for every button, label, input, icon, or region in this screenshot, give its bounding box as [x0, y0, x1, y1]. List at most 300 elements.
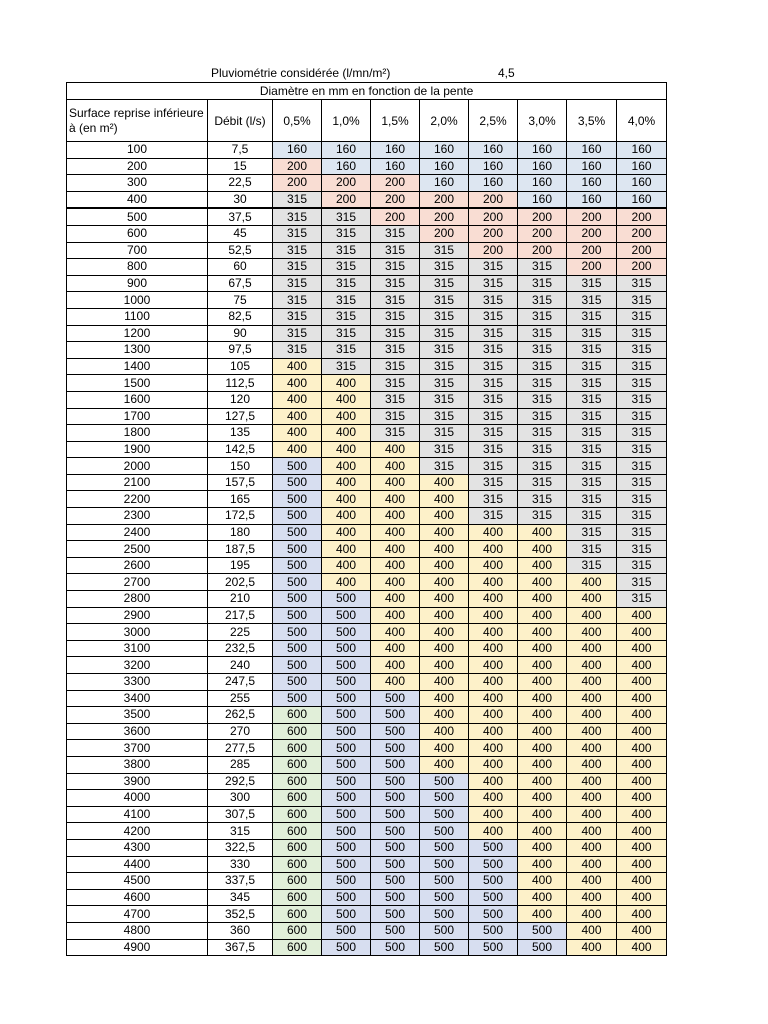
- diameter-cell[interactable]: 160: [518, 158, 567, 175]
- diameter-cell[interactable]: 400: [518, 740, 567, 757]
- diameter-cell[interactable]: 400: [420, 707, 469, 724]
- surface-cell[interactable]: 4600: [67, 889, 208, 906]
- diameter-cell[interactable]: 400: [617, 856, 667, 873]
- debit-cell[interactable]: 247,5: [208, 674, 273, 691]
- diameter-cell[interactable]: 315: [322, 259, 371, 276]
- surface-cell[interactable]: 3900: [67, 773, 208, 790]
- diameter-cell[interactable]: 500: [371, 690, 420, 707]
- debit-cell[interactable]: 135: [208, 425, 273, 442]
- debit-cell[interactable]: 157,5: [208, 474, 273, 491]
- diameter-cell[interactable]: 600: [273, 906, 322, 923]
- diameter-cell[interactable]: 400: [469, 674, 518, 691]
- diameter-cell[interactable]: 315: [518, 259, 567, 276]
- diameter-cell[interactable]: 500: [273, 557, 322, 574]
- diameter-cell[interactable]: 500: [322, 873, 371, 890]
- diameter-cell[interactable]: 400: [617, 607, 667, 624]
- diameter-cell[interactable]: 315: [469, 375, 518, 392]
- diameter-cell[interactable]: 400: [518, 541, 567, 558]
- diameter-cell[interactable]: 500: [273, 657, 322, 674]
- diameter-cell[interactable]: 400: [518, 690, 567, 707]
- diameter-cell[interactable]: 200: [518, 225, 567, 242]
- diameter-cell[interactable]: 200: [273, 175, 322, 192]
- diameter-cell[interactable]: 315: [469, 508, 518, 525]
- diameter-cell[interactable]: 315: [420, 275, 469, 292]
- diameter-cell[interactable]: 315: [420, 292, 469, 309]
- diameter-cell[interactable]: 500: [469, 856, 518, 873]
- diameter-cell[interactable]: 200: [518, 242, 567, 259]
- diameter-cell[interactable]: 400: [518, 574, 567, 591]
- diameter-cell[interactable]: 160: [469, 158, 518, 175]
- diameter-cell[interactable]: 160: [567, 191, 617, 208]
- diameter-cell[interactable]: 400: [617, 806, 667, 823]
- diameter-cell[interactable]: 400: [567, 906, 617, 923]
- surface-cell[interactable]: 2400: [67, 524, 208, 541]
- diameter-cell[interactable]: 400: [420, 640, 469, 657]
- diameter-cell[interactable]: 400: [567, 873, 617, 890]
- diameter-cell[interactable]: 160: [518, 142, 567, 159]
- diameter-cell[interactable]: 400: [617, 640, 667, 657]
- diameter-cell[interactable]: 500: [420, 939, 469, 956]
- diameter-cell[interactable]: 400: [567, 607, 617, 624]
- diameter-cell[interactable]: 500: [273, 624, 322, 641]
- diameter-cell[interactable]: 500: [322, 674, 371, 691]
- diameter-cell[interactable]: 315: [469, 292, 518, 309]
- diameter-cell[interactable]: 500: [469, 889, 518, 906]
- surface-cell[interactable]: 3200: [67, 657, 208, 674]
- surface-cell[interactable]: 2200: [67, 491, 208, 508]
- diameter-cell[interactable]: 400: [617, 624, 667, 641]
- surface-cell[interactable]: 3300: [67, 674, 208, 691]
- diameter-cell[interactable]: 400: [371, 491, 420, 508]
- diameter-cell[interactable]: 315: [371, 391, 420, 408]
- diameter-cell[interactable]: 500: [469, 839, 518, 856]
- surface-cell[interactable]: 1000: [67, 292, 208, 309]
- debit-cell[interactable]: 255: [208, 690, 273, 707]
- diameter-cell[interactable]: 160: [420, 175, 469, 192]
- diameter-cell[interactable]: 315: [322, 292, 371, 309]
- surface-cell[interactable]: 700: [67, 242, 208, 259]
- diameter-cell[interactable]: 400: [617, 906, 667, 923]
- diameter-cell[interactable]: 500: [518, 939, 567, 956]
- diameter-cell[interactable]: 500: [273, 541, 322, 558]
- debit-cell[interactable]: 22,5: [208, 175, 273, 192]
- diameter-cell[interactable]: 315: [273, 292, 322, 309]
- diameter-cell[interactable]: 400: [420, 674, 469, 691]
- surface-cell[interactable]: 1100: [67, 308, 208, 325]
- debit-cell[interactable]: 270: [208, 723, 273, 740]
- diameter-cell[interactable]: 400: [371, 441, 420, 458]
- surface-cell[interactable]: 2100: [67, 474, 208, 491]
- diameter-cell[interactable]: 500: [371, 839, 420, 856]
- diameter-cell[interactable]: 315: [420, 375, 469, 392]
- surface-cell[interactable]: 3000: [67, 624, 208, 641]
- diameter-cell[interactable]: 315: [567, 375, 617, 392]
- diameter-cell[interactable]: 500: [273, 607, 322, 624]
- diameter-cell[interactable]: 160: [420, 142, 469, 159]
- surface-cell[interactable]: 3100: [67, 640, 208, 657]
- diameter-cell[interactable]: 400: [420, 657, 469, 674]
- diameter-cell[interactable]: 400: [518, 591, 567, 608]
- diameter-cell[interactable]: 315: [617, 308, 667, 325]
- debit-cell[interactable]: 262,5: [208, 707, 273, 724]
- diameter-cell[interactable]: 315: [617, 491, 667, 508]
- diameter-cell[interactable]: 400: [322, 408, 371, 425]
- diameter-cell[interactable]: 600: [273, 856, 322, 873]
- diameter-cell[interactable]: 500: [420, 790, 469, 807]
- diameter-cell[interactable]: 500: [322, 740, 371, 757]
- diameter-cell[interactable]: 400: [567, 823, 617, 840]
- diameter-cell[interactable]: 315: [371, 425, 420, 442]
- diameter-cell[interactable]: 500: [371, 823, 420, 840]
- surface-cell[interactable]: 500: [67, 208, 208, 225]
- diameter-cell[interactable]: 400: [322, 508, 371, 525]
- diameter-cell[interactable]: 500: [322, 922, 371, 939]
- surface-cell[interactable]: 4400: [67, 856, 208, 873]
- diameter-cell[interactable]: 160: [617, 158, 667, 175]
- diameter-cell[interactable]: 500: [322, 723, 371, 740]
- diameter-cell[interactable]: 315: [617, 408, 667, 425]
- diameter-cell[interactable]: 200: [617, 208, 667, 225]
- surface-cell[interactable]: 3400: [67, 690, 208, 707]
- diameter-cell[interactable]: 315: [617, 425, 667, 442]
- diameter-cell[interactable]: 500: [420, 806, 469, 823]
- diameter-cell[interactable]: 315: [617, 441, 667, 458]
- diameter-cell[interactable]: 600: [273, 823, 322, 840]
- diameter-cell[interactable]: 315: [567, 458, 617, 475]
- surface-cell[interactable]: 1300: [67, 342, 208, 359]
- diameter-cell[interactable]: 400: [617, 723, 667, 740]
- diameter-cell[interactable]: 400: [371, 524, 420, 541]
- diameter-cell[interactable]: 400: [567, 723, 617, 740]
- debit-cell[interactable]: 67,5: [208, 275, 273, 292]
- surface-cell[interactable]: 1200: [67, 325, 208, 342]
- diameter-cell[interactable]: 315: [617, 458, 667, 475]
- diameter-cell[interactable]: 400: [420, 508, 469, 525]
- debit-cell[interactable]: 337,5: [208, 873, 273, 890]
- diameter-cell[interactable]: 400: [371, 624, 420, 641]
- diameter-cell[interactable]: 315: [469, 275, 518, 292]
- debit-cell[interactable]: 142,5: [208, 441, 273, 458]
- diameter-cell[interactable]: 315: [617, 557, 667, 574]
- diameter-cell[interactable]: 315: [567, 358, 617, 375]
- diameter-cell[interactable]: 400: [518, 756, 567, 773]
- diameter-cell[interactable]: 400: [469, 707, 518, 724]
- diameter-cell[interactable]: 315: [322, 275, 371, 292]
- diameter-cell[interactable]: 500: [371, 790, 420, 807]
- diameter-cell[interactable]: 500: [420, 856, 469, 873]
- diameter-cell[interactable]: 200: [617, 259, 667, 276]
- diameter-cell[interactable]: 500: [322, 839, 371, 856]
- debit-cell[interactable]: 352,5: [208, 906, 273, 923]
- diameter-cell[interactable]: 600: [273, 707, 322, 724]
- diameter-cell[interactable]: 160: [371, 158, 420, 175]
- surface-cell[interactable]: 1600: [67, 391, 208, 408]
- diameter-cell[interactable]: 400: [469, 740, 518, 757]
- diameter-cell[interactable]: 315: [273, 325, 322, 342]
- diameter-cell[interactable]: 400: [518, 873, 567, 890]
- diameter-cell[interactable]: 400: [518, 856, 567, 873]
- diameter-cell[interactable]: 160: [617, 142, 667, 159]
- diameter-cell[interactable]: 400: [420, 524, 469, 541]
- diameter-cell[interactable]: 315: [322, 325, 371, 342]
- diameter-cell[interactable]: 400: [617, 690, 667, 707]
- diameter-cell[interactable]: 400: [322, 524, 371, 541]
- debit-cell[interactable]: 120: [208, 391, 273, 408]
- diameter-cell[interactable]: 400: [273, 358, 322, 375]
- diameter-cell[interactable]: 400: [420, 690, 469, 707]
- diameter-cell[interactable]: 315: [518, 508, 567, 525]
- surface-cell[interactable]: 2800: [67, 591, 208, 608]
- debit-cell[interactable]: 367,5: [208, 939, 273, 956]
- diameter-cell[interactable]: 400: [518, 524, 567, 541]
- surface-cell[interactable]: 3800: [67, 756, 208, 773]
- debit-cell[interactable]: 180: [208, 524, 273, 541]
- diameter-cell[interactable]: 500: [469, 922, 518, 939]
- diameter-cell[interactable]: 315: [469, 458, 518, 475]
- diameter-cell[interactable]: 400: [371, 657, 420, 674]
- diameter-cell[interactable]: 400: [371, 508, 420, 525]
- debit-cell[interactable]: 210: [208, 591, 273, 608]
- diameter-cell[interactable]: 200: [469, 225, 518, 242]
- diameter-cell[interactable]: 315: [518, 474, 567, 491]
- diameter-cell[interactable]: 500: [371, 740, 420, 757]
- debit-cell[interactable]: 15: [208, 158, 273, 175]
- diameter-cell[interactable]: 315: [617, 275, 667, 292]
- diameter-cell[interactable]: 500: [518, 922, 567, 939]
- diameter-cell[interactable]: 400: [469, 690, 518, 707]
- diameter-cell[interactable]: 160: [567, 158, 617, 175]
- diameter-cell[interactable]: 400: [469, 640, 518, 657]
- diameter-cell[interactable]: 400: [567, 657, 617, 674]
- diameter-cell[interactable]: 600: [273, 790, 322, 807]
- diameter-cell[interactable]: 200: [322, 175, 371, 192]
- diameter-cell[interactable]: 400: [567, 922, 617, 939]
- diameter-cell[interactable]: 400: [617, 939, 667, 956]
- diameter-cell[interactable]: 400: [322, 441, 371, 458]
- diameter-cell[interactable]: 315: [567, 391, 617, 408]
- diameter-cell[interactable]: 500: [420, 922, 469, 939]
- diameter-cell[interactable]: 200: [469, 242, 518, 259]
- diameter-cell[interactable]: 315: [420, 308, 469, 325]
- surface-cell[interactable]: 2700: [67, 574, 208, 591]
- diameter-cell[interactable]: 200: [420, 208, 469, 225]
- diameter-cell[interactable]: 400: [518, 657, 567, 674]
- diameter-cell[interactable]: 315: [617, 474, 667, 491]
- debit-cell[interactable]: 52,5: [208, 242, 273, 259]
- diameter-cell[interactable]: 315: [567, 524, 617, 541]
- diameter-cell[interactable]: 400: [273, 408, 322, 425]
- diameter-cell[interactable]: 315: [518, 491, 567, 508]
- diameter-cell[interactable]: 500: [322, 790, 371, 807]
- diameter-cell[interactable]: 315: [518, 308, 567, 325]
- debit-cell[interactable]: 307,5: [208, 806, 273, 823]
- surface-cell[interactable]: 300: [67, 175, 208, 192]
- diameter-cell[interactable]: 200: [567, 242, 617, 259]
- diameter-cell[interactable]: 315: [518, 408, 567, 425]
- diameter-cell[interactable]: 400: [518, 823, 567, 840]
- diameter-cell[interactable]: 315: [420, 242, 469, 259]
- diameter-cell[interactable]: 400: [469, 557, 518, 574]
- diameter-cell[interactable]: 400: [617, 889, 667, 906]
- debit-cell[interactable]: 277,5: [208, 740, 273, 757]
- diameter-cell[interactable]: 500: [469, 939, 518, 956]
- diameter-cell[interactable]: 500: [469, 906, 518, 923]
- surface-cell[interactable]: 4800: [67, 922, 208, 939]
- diameter-cell[interactable]: 315: [273, 242, 322, 259]
- diameter-cell[interactable]: 500: [420, 889, 469, 906]
- debit-cell[interactable]: 112,5: [208, 375, 273, 392]
- diameter-cell[interactable]: 500: [371, 922, 420, 939]
- diameter-cell[interactable]: 500: [420, 823, 469, 840]
- diameter-cell[interactable]: 315: [371, 259, 420, 276]
- diameter-cell[interactable]: 200: [371, 175, 420, 192]
- diameter-cell[interactable]: 500: [322, 707, 371, 724]
- diameter-cell[interactable]: 400: [371, 458, 420, 475]
- diameter-cell[interactable]: 160: [518, 191, 567, 208]
- diameter-cell[interactable]: 315: [469, 425, 518, 442]
- debit-cell[interactable]: 75: [208, 292, 273, 309]
- diameter-cell[interactable]: 600: [273, 723, 322, 740]
- surface-cell[interactable]: 2000: [67, 458, 208, 475]
- diameter-cell[interactable]: 315: [567, 474, 617, 491]
- diameter-cell[interactable]: 500: [371, 906, 420, 923]
- diameter-cell[interactable]: 315: [322, 308, 371, 325]
- diameter-cell[interactable]: 315: [420, 425, 469, 442]
- diameter-cell[interactable]: 600: [273, 740, 322, 757]
- diameter-cell[interactable]: 315: [617, 342, 667, 359]
- diameter-cell[interactable]: 400: [567, 806, 617, 823]
- surface-cell[interactable]: 2300: [67, 508, 208, 525]
- diameter-cell[interactable]: 400: [371, 640, 420, 657]
- diameter-cell[interactable]: 600: [273, 756, 322, 773]
- surface-cell[interactable]: 100: [67, 142, 208, 159]
- diameter-cell[interactable]: 160: [322, 142, 371, 159]
- diameter-cell[interactable]: 400: [518, 640, 567, 657]
- diameter-cell[interactable]: 315: [567, 325, 617, 342]
- diameter-cell[interactable]: 315: [567, 292, 617, 309]
- diameter-cell[interactable]: 400: [371, 541, 420, 558]
- diameter-cell[interactable]: 315: [617, 325, 667, 342]
- diameter-cell[interactable]: 160: [518, 175, 567, 192]
- diameter-cell[interactable]: 400: [617, 839, 667, 856]
- diameter-cell[interactable]: 500: [322, 690, 371, 707]
- surface-cell[interactable]: 1700: [67, 408, 208, 425]
- diameter-cell[interactable]: 400: [420, 624, 469, 641]
- diameter-cell[interactable]: 200: [420, 191, 469, 208]
- diameter-cell[interactable]: 400: [567, 624, 617, 641]
- debit-cell[interactable]: 90: [208, 325, 273, 342]
- diameter-cell[interactable]: 500: [273, 524, 322, 541]
- diameter-cell[interactable]: 500: [322, 624, 371, 641]
- diameter-cell[interactable]: 200: [322, 191, 371, 208]
- diameter-cell[interactable]: 315: [567, 308, 617, 325]
- diameter-cell[interactable]: 400: [322, 425, 371, 442]
- diameter-cell[interactable]: 500: [273, 690, 322, 707]
- diameter-cell[interactable]: 400: [469, 823, 518, 840]
- diameter-cell[interactable]: 315: [617, 292, 667, 309]
- surface-cell[interactable]: 2600: [67, 557, 208, 574]
- diameter-cell[interactable]: 315: [567, 342, 617, 359]
- diameter-cell[interactable]: 315: [273, 225, 322, 242]
- diameter-cell[interactable]: 400: [420, 474, 469, 491]
- diameter-cell[interactable]: 400: [469, 806, 518, 823]
- diameter-cell[interactable]: 315: [322, 358, 371, 375]
- diameter-cell[interactable]: 400: [322, 375, 371, 392]
- diameter-cell[interactable]: 400: [567, 939, 617, 956]
- diameter-cell[interactable]: 315: [420, 358, 469, 375]
- debit-cell[interactable]: 60: [208, 259, 273, 276]
- diameter-cell[interactable]: 315: [371, 275, 420, 292]
- debit-cell[interactable]: 195: [208, 557, 273, 574]
- diameter-cell[interactable]: 315: [469, 358, 518, 375]
- diameter-cell[interactable]: 200: [617, 242, 667, 259]
- diameter-cell[interactable]: 315: [322, 208, 371, 225]
- diameter-cell[interactable]: 400: [567, 574, 617, 591]
- diameter-cell[interactable]: 400: [469, 541, 518, 558]
- diameter-cell[interactable]: 400: [567, 707, 617, 724]
- diameter-cell[interactable]: 400: [617, 674, 667, 691]
- diameter-cell[interactable]: 500: [322, 939, 371, 956]
- diameter-cell[interactable]: 200: [469, 208, 518, 225]
- diameter-cell[interactable]: 315: [469, 474, 518, 491]
- diameter-cell[interactable]: 600: [273, 806, 322, 823]
- surface-cell[interactable]: 1800: [67, 425, 208, 442]
- diameter-cell[interactable]: 500: [371, 806, 420, 823]
- surface-cell[interactable]: 2900: [67, 607, 208, 624]
- diameter-cell[interactable]: 400: [371, 557, 420, 574]
- diameter-cell[interactable]: 315: [567, 408, 617, 425]
- diameter-cell[interactable]: 400: [371, 591, 420, 608]
- diameter-cell[interactable]: 400: [567, 756, 617, 773]
- diameter-cell[interactable]: 200: [469, 191, 518, 208]
- debit-cell[interactable]: 150: [208, 458, 273, 475]
- diameter-cell[interactable]: 500: [322, 856, 371, 873]
- diameter-cell[interactable]: 400: [273, 425, 322, 442]
- diameter-cell[interactable]: 500: [322, 756, 371, 773]
- diameter-cell[interactable]: 315: [567, 557, 617, 574]
- diameter-cell[interactable]: 500: [371, 723, 420, 740]
- diameter-cell[interactable]: 500: [273, 640, 322, 657]
- diameter-cell[interactable]: 315: [469, 441, 518, 458]
- diameter-cell[interactable]: 315: [518, 325, 567, 342]
- diameter-cell[interactable]: 315: [617, 358, 667, 375]
- diameter-cell[interactable]: 315: [420, 391, 469, 408]
- diameter-cell[interactable]: 400: [518, 707, 567, 724]
- diameter-cell[interactable]: 400: [617, 873, 667, 890]
- diameter-cell[interactable]: 500: [420, 906, 469, 923]
- debit-cell[interactable]: 322,5: [208, 839, 273, 856]
- diameter-cell[interactable]: 400: [518, 674, 567, 691]
- surface-cell[interactable]: 4000: [67, 790, 208, 807]
- surface-cell[interactable]: 4700: [67, 906, 208, 923]
- debit-cell[interactable]: 232,5: [208, 640, 273, 657]
- debit-cell[interactable]: 315: [208, 823, 273, 840]
- diameter-cell[interactable]: 600: [273, 773, 322, 790]
- diameter-cell[interactable]: 200: [273, 158, 322, 175]
- diameter-cell[interactable]: 315: [371, 358, 420, 375]
- rainfall-value[interactable]: 4,5: [498, 66, 515, 80]
- diameter-cell[interactable]: 315: [420, 408, 469, 425]
- diameter-cell[interactable]: 400: [322, 491, 371, 508]
- diameter-cell[interactable]: 500: [322, 591, 371, 608]
- diameter-cell[interactable]: 400: [469, 607, 518, 624]
- diameter-cell[interactable]: 200: [567, 225, 617, 242]
- diameter-cell[interactable]: 400: [518, 557, 567, 574]
- diameter-cell[interactable]: 315: [322, 242, 371, 259]
- diameter-cell[interactable]: 315: [617, 541, 667, 558]
- diameter-cell[interactable]: 315: [518, 425, 567, 442]
- diameter-cell[interactable]: 400: [518, 806, 567, 823]
